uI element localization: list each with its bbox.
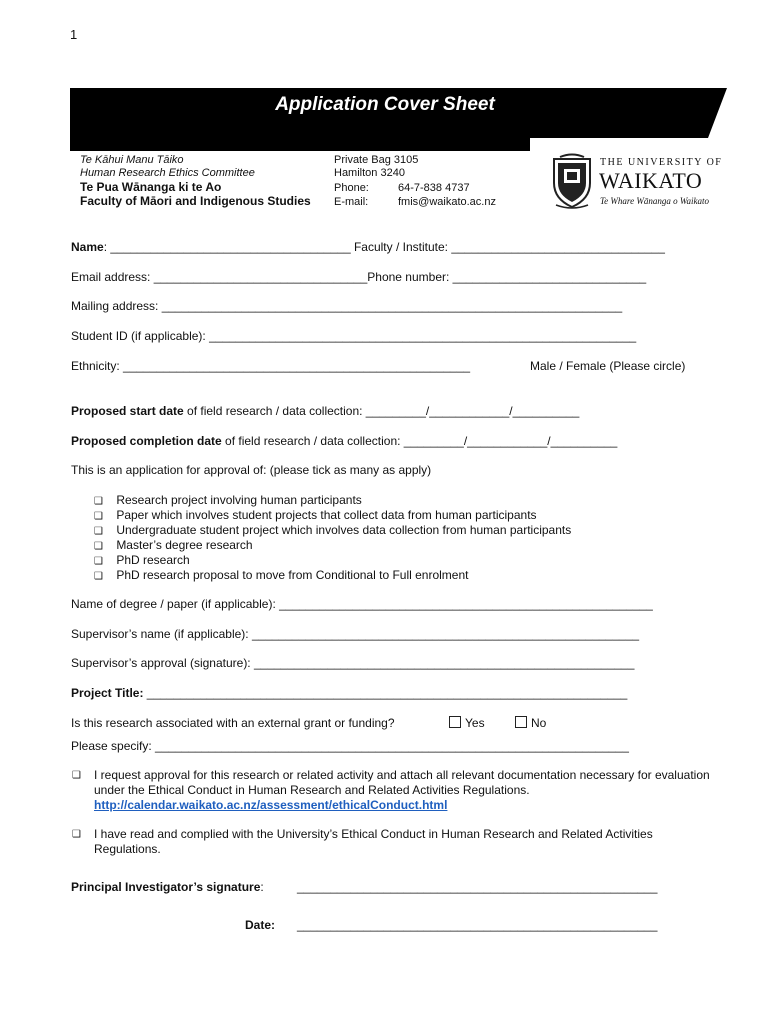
declaration-1-text: I request approval for this research or related activity and attach all relevant documentation necessary for evaluation under the Ethical Conduct in Human Research and Related Activities Regulations. xyxy=(94,768,710,797)
approval-item[interactable]: ❑ PhD research xyxy=(94,553,190,567)
start-date-row[interactable] xyxy=(71,404,579,418)
declaration-2: I have read and complied with the University’s Ethical Conduct in Human Research and Related Activities Regulations. xyxy=(94,827,653,856)
checkbox-icon[interactable]: ❑ xyxy=(94,571,103,582)
approval-item[interactable]: ❑ Undergraduate student project which involves data collection from human participants xyxy=(94,523,572,537)
declaration-1-checkbox[interactable]: ❑ xyxy=(72,770,81,781)
checkbox-icon[interactable]: ❑ xyxy=(94,496,103,507)
email-value: fmis@waikato.ac.nz xyxy=(398,196,496,208)
faculty-maori-name: Te Pua Wānanga ki te Ao xyxy=(80,180,222,194)
committee-maori-name: Te Kāhui Manu Tāiko xyxy=(80,154,184,166)
start-date-label: Proposed start date xyxy=(71,404,184,418)
logo-main-text: WAIKATO xyxy=(599,168,703,193)
checkbox-icon[interactable]: ❑ xyxy=(94,541,103,552)
address-line-2: Hamilton 3240 xyxy=(334,167,405,179)
ethical-conduct-link[interactable]: http://calendar.waikato.ac.nz/assessment/ethicalConduct.html xyxy=(94,798,448,812)
checkbox-icon[interactable]: ❑ xyxy=(94,556,103,567)
declaration-2-checkbox[interactable]: ❑ xyxy=(72,829,81,840)
date-line[interactable]: ______________________________________________________ xyxy=(297,918,658,932)
no-checkbox[interactable] xyxy=(515,716,527,728)
please-specify-row[interactable]: Please specify: _______________________________________________________________________ xyxy=(71,739,629,753)
name-faculty-lines: : ____________________________________ Faculty / Institute: ________________________________ xyxy=(103,240,665,254)
checkbox-icon[interactable]: ❑ xyxy=(94,526,103,537)
supervisor-approval-row[interactable]: Supervisor’s approval (signature): _________________________________________________________ xyxy=(71,656,635,670)
student-id-row[interactable]: Student ID (if applicable): ________________________________________________________________ xyxy=(71,329,637,343)
grant-question: Is this research associated with an external grant or funding? xyxy=(71,716,395,730)
phone-value: 64-7-838 4737 xyxy=(398,182,470,194)
email-label: E-mail: xyxy=(334,196,369,208)
declaration-1 xyxy=(94,768,714,813)
completion-date-row[interactable] xyxy=(71,434,617,448)
project-title-line: ________________________________________________________________________ xyxy=(143,686,628,700)
completion-date-label: Proposed completion date xyxy=(71,434,222,448)
address-line-1: Private Bag 3105 xyxy=(334,154,419,166)
ethnicity-row[interactable]: Ethnicity: ____________________________________________________ xyxy=(71,359,471,373)
committee-english-name: Human Research Ethics Committee xyxy=(80,167,255,179)
phone-label: Phone: xyxy=(334,182,369,194)
completion-date-lines: of field research / data collection: _________/____________/__________ xyxy=(221,434,618,448)
start-date-lines: of field research / data collection: _________/____________/__________ xyxy=(183,404,580,418)
page-title: Application Cover Sheet xyxy=(275,94,495,115)
approval-item[interactable]: ❑ PhD research proposal to move from Conditional to Full enrolment xyxy=(94,568,469,582)
page-number: 1 xyxy=(70,27,78,42)
title-banner xyxy=(70,88,727,151)
degree-row[interactable]: Name of degree / paper (if applicable): ________________________________________________________ xyxy=(71,597,653,611)
project-title-row[interactable] xyxy=(71,686,627,700)
date-label: Date: xyxy=(245,918,276,932)
supervisor-name-row[interactable]: Supervisor’s name (if applicable): __________________________________________________________ xyxy=(71,627,640,641)
gender-option[interactable]: Male / Female (Please circle) xyxy=(530,359,686,373)
grant-no-option[interactable]: No xyxy=(515,716,546,730)
approval-intro: This is an application for approval of: (please tick as many as apply) xyxy=(71,463,432,477)
name-row[interactable] xyxy=(71,240,665,254)
logo-top-text: THE UNIVERSITY OF xyxy=(600,157,723,168)
approval-item[interactable]: ❑ Paper which involves student projects that collect data from human participants xyxy=(94,508,537,522)
signature-line[interactable]: ______________________________________________________ xyxy=(297,880,658,894)
email-phone-row[interactable]: Email address: ________________________________Phone number: _____________________________ xyxy=(71,270,647,284)
logo-sub-text: Te Whare Wānanga o Waikato xyxy=(600,196,709,206)
faculty-english-name: Faculty of Māori and Indigenous Studies xyxy=(80,194,311,208)
yes-checkbox[interactable] xyxy=(449,716,461,728)
approval-item[interactable]: ❑ Research project involving human participants xyxy=(94,493,362,507)
grant-yes-option[interactable]: Yes xyxy=(449,716,485,730)
signature-label: Principal Investigator’s signature xyxy=(71,880,261,894)
checkbox-icon[interactable]: ❑ xyxy=(94,511,103,522)
mailing-address-row[interactable]: Mailing address: _____________________________________________________________________ xyxy=(71,299,623,313)
name-label: Name xyxy=(71,240,104,254)
signature-label-row: Principal Investigator’s signature: xyxy=(71,880,264,894)
project-title-label: Project Title: xyxy=(71,686,144,700)
university-crest-icon xyxy=(550,153,594,209)
approval-item[interactable]: ❑ Master’s degree research xyxy=(94,538,253,552)
